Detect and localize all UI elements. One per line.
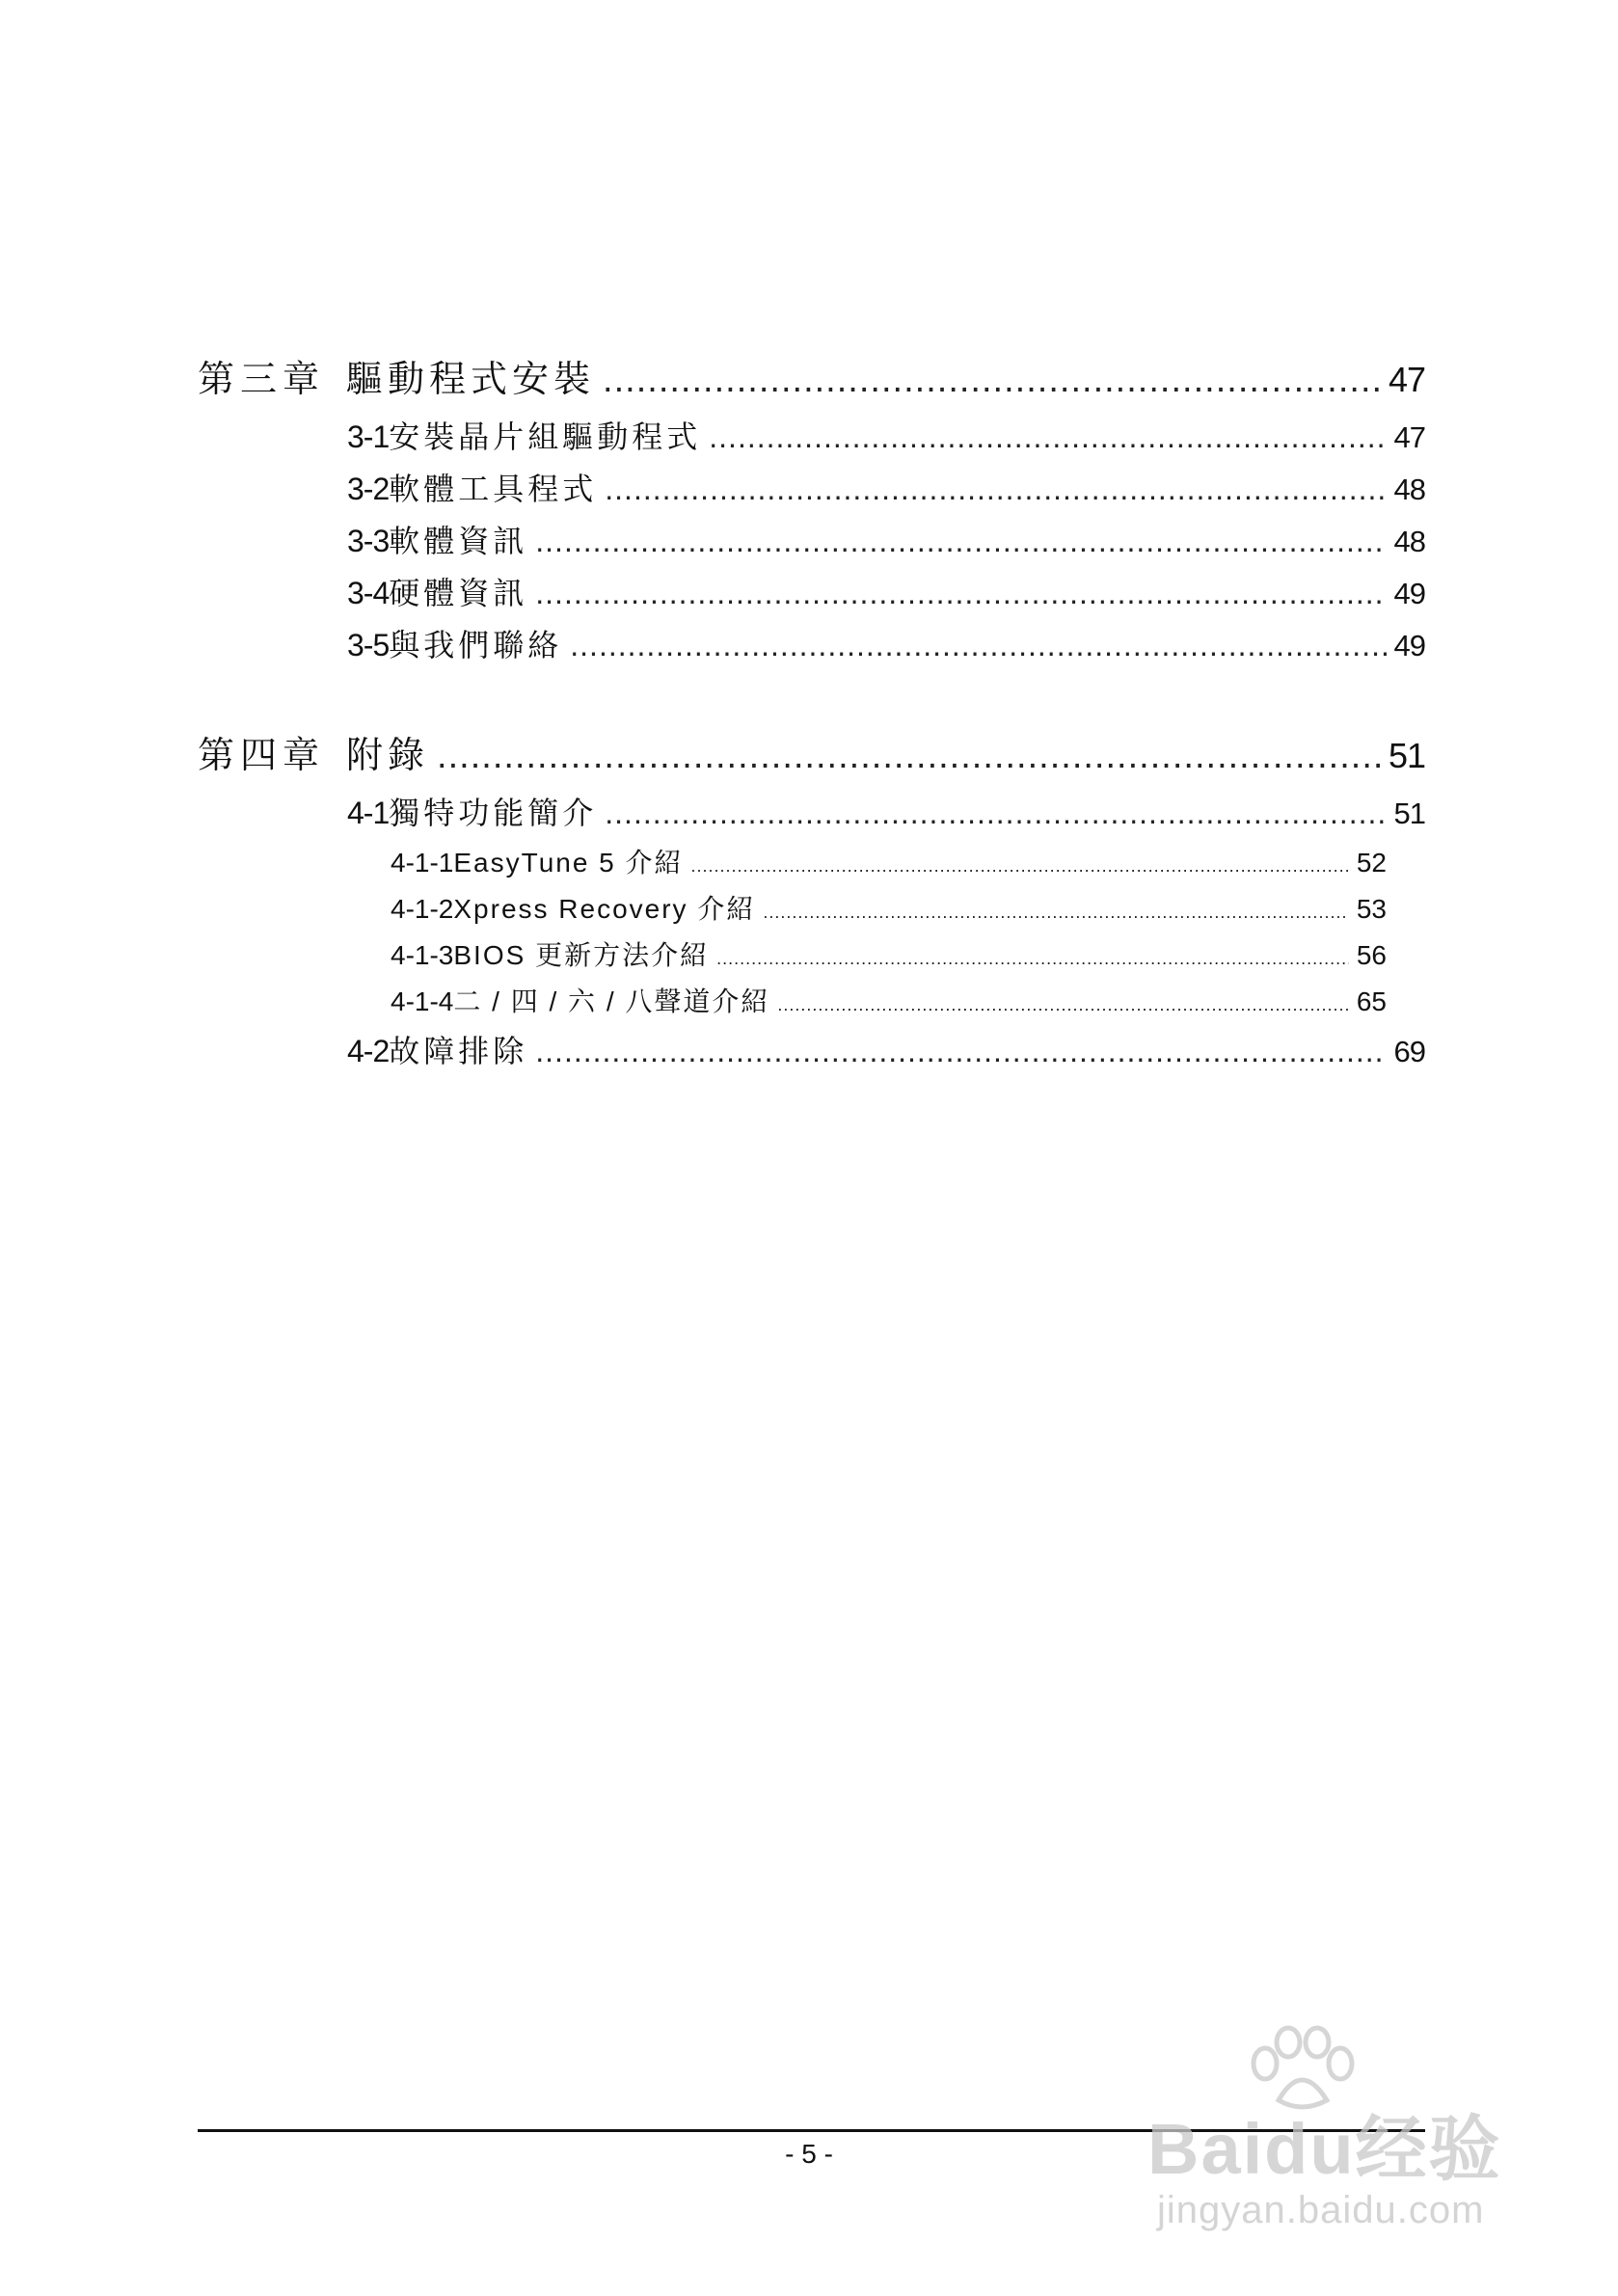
leader-dots [535,524,1386,559]
page-number: 51 [1393,797,1425,830]
chapter-label: 第四章 [198,734,326,776]
section-title: 軟體資訊 [389,523,528,559]
section-number: 4-1 [347,796,390,830]
toc-section-3-2 [347,465,1425,509]
page-number: 48 [1393,473,1425,506]
section-title: 硬體資訊 [389,575,528,611]
section-number: 3-5 [347,628,390,662]
leader-dots [691,856,1349,877]
leader-dots [709,419,1386,455]
chapter-title: 驅動程式安裝 [346,358,596,400]
section-number: 4-2 [347,1034,390,1068]
section-title: 故障排除 [389,1033,528,1069]
toc-section-3-1 [347,413,1425,457]
page-number: 52 [1356,848,1387,878]
page-number: 65 [1356,986,1387,1016]
page-number: 49 [1393,577,1425,610]
toc-subsection-4-1-1 [391,842,1387,880]
watermark-url: jingyan.baidu.com [1157,2189,1485,2231]
page-number: 51 [1388,736,1425,775]
section-number: 3-3 [347,524,390,558]
section-number: 3-2 [347,472,390,506]
subsection-title: BIOS 更新方法介紹 [453,940,710,970]
toc-section-4-2 [347,1027,1425,1071]
toc-section-3-3 [347,517,1425,561]
subsection-number: 4-1-4 [391,986,454,1016]
leader-dots [777,995,1348,1015]
leader-dots [603,360,1381,401]
subsection-title: EasyTune 5 介紹 [453,848,684,878]
leader-dots [535,576,1386,611]
page-number: 48 [1393,525,1425,558]
toc-chapter-4 [198,725,1425,778]
section-title: 獨特功能簡介 [389,795,598,831]
leader-dots [570,628,1386,663]
toc-section-4-1 [347,789,1425,833]
leader-dots [605,472,1386,507]
chapter-title: 附錄 [346,734,430,776]
toc-subsection-4-1-4 [391,981,1387,1019]
subsection-number: 4-1-2 [391,894,454,924]
section-number: 3-1 [347,419,390,454]
section-title: 安裝晶片組驅動程式 [389,419,702,455]
section-number: 3-4 [347,576,390,610]
watermark-brand: Baidu经验 [1147,2109,1502,2189]
subsection-title: 二 / 四 / 六 / 八聲道介紹 [453,986,770,1016]
leader-dots [437,736,1381,777]
footer-page-number: - 5 - [785,2139,833,2169]
page-number: 49 [1393,629,1425,662]
leader-dots [605,796,1386,831]
subsection-number: 4-1-1 [391,848,454,878]
toc-chapter-3 [198,349,1425,402]
page-number: 47 [1388,360,1425,399]
toc-section-3-5 [347,621,1425,665]
page-number: 56 [1356,940,1387,970]
page-number: 47 [1393,420,1425,454]
section-title: 軟體工具程式 [389,471,598,507]
page-number: 69 [1393,1035,1425,1068]
toc-subsection-4-1-2 [391,888,1387,927]
toc-subsection-4-1-3 [391,934,1387,973]
subsection-number: 4-1-3 [391,940,454,970]
chapter-label: 第三章 [198,358,326,400]
leader-dots [763,903,1349,923]
leader-dots [716,949,1349,969]
subsection-title: Xpress Recovery 介紹 [453,894,756,924]
baidu-watermark [1147,2025,1533,2237]
leader-dots [535,1034,1386,1069]
section-title: 與我們聯絡 [389,627,563,663]
page-number: 53 [1356,894,1387,924]
toc-section-3-4 [347,569,1425,613]
